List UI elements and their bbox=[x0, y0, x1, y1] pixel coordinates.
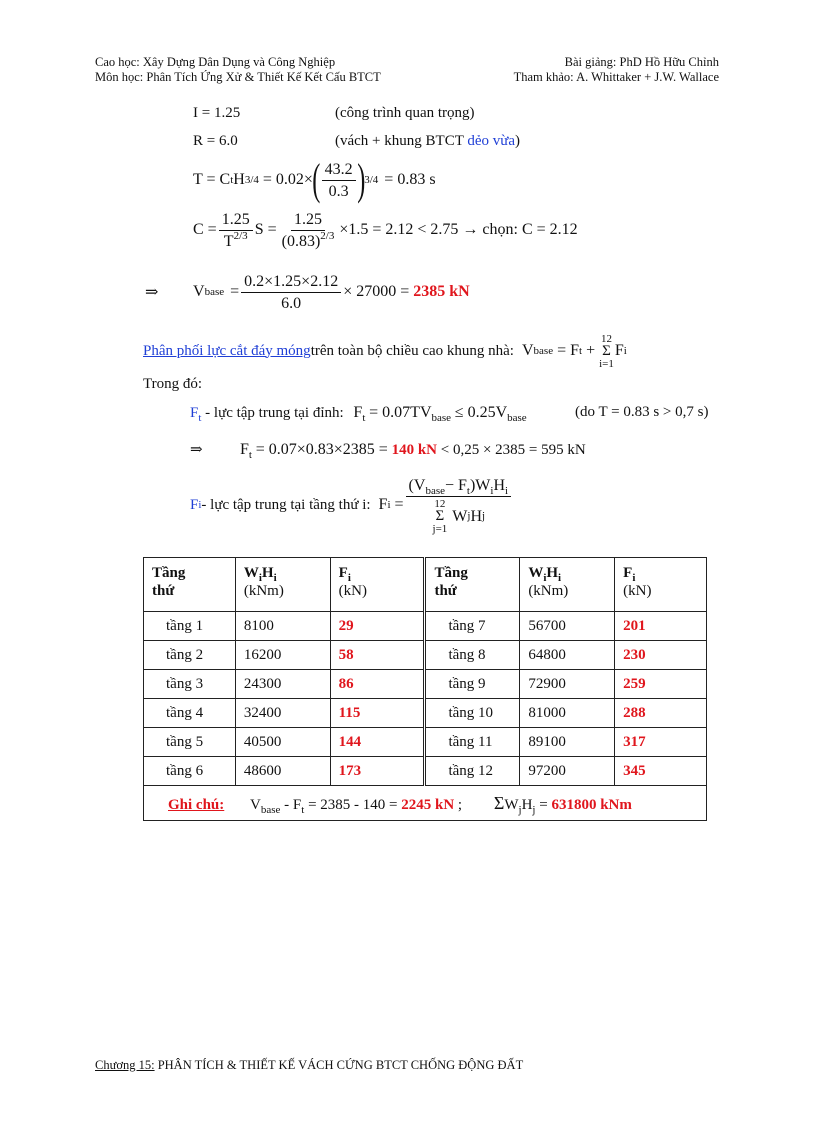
fi-den-W: W bbox=[452, 507, 468, 525]
table-row bbox=[144, 612, 707, 641]
fi-text: - lực tập trung tại tầng thứ i: bbox=[201, 496, 371, 513]
formula-C-den2 bbox=[279, 231, 338, 251]
ft-note: (do T = 0.83 s > 0,7 s) bbox=[575, 404, 709, 420]
distribution-F: F bbox=[614, 342, 624, 359]
header-story2-l1: Tầng bbox=[434, 565, 468, 581]
header-wh2-H: H bbox=[546, 565, 559, 581]
table-note bbox=[144, 786, 707, 821]
param-R-note-blue: dẻo vừa bbox=[467, 133, 516, 149]
header-f2-F: F bbox=[623, 565, 633, 581]
ft-calc-pre: = 0.07×0.83×2385 = bbox=[255, 441, 388, 458]
formula-V-fraction bbox=[241, 272, 341, 313]
formula-T-num: 43.2 bbox=[322, 160, 356, 181]
header-story-2 bbox=[425, 558, 520, 612]
fi-num-open: (V bbox=[408, 476, 426, 494]
formula-T-den: 0.3 bbox=[328, 182, 349, 200]
distribution-plus: + bbox=[586, 342, 596, 359]
trong-do-label: Trong đó: bbox=[143, 376, 203, 392]
header-story-l1: Tầng bbox=[152, 565, 186, 581]
table-row bbox=[144, 699, 707, 728]
distribution-sum-bot: i=1 bbox=[599, 357, 614, 370]
cell-force: 317 bbox=[615, 728, 707, 757]
cell-story: tầng 11 bbox=[425, 728, 520, 757]
formula-C bbox=[193, 207, 578, 253]
formula-C-den1 bbox=[221, 231, 251, 251]
formula-C-den1-T: T bbox=[223, 232, 234, 250]
table-row bbox=[144, 757, 707, 786]
formula-V-num: 0.2×1.25×2.12 bbox=[241, 272, 341, 293]
cell-story: tầng 4 bbox=[144, 699, 236, 728]
implies-arrow-2: ⇒ bbox=[190, 442, 203, 458]
cell-force: 86 bbox=[330, 670, 425, 699]
sigma-symbol-2: Σ bbox=[435, 507, 445, 524]
ft-label: F bbox=[190, 405, 199, 421]
paren-left: ( bbox=[312, 155, 321, 204]
cell-wh: 56700 bbox=[520, 612, 615, 641]
fi-denominator: 12 Σ j=1 W j H j bbox=[432, 497, 486, 535]
note-H: H bbox=[521, 796, 533, 813]
header-left-line2: Môn học: Phân Tích Ứng Xử & Thiết Kế Kết Cấu BTCT bbox=[95, 70, 381, 84]
footer-chapter: Chương 15: bbox=[95, 1058, 155, 1072]
header-wh2-sub2: i bbox=[558, 572, 562, 584]
cell-force: 58 bbox=[330, 641, 425, 670]
formula-T-lhs: T = C bbox=[193, 171, 231, 188]
note-calc: = 2385 - 140 = bbox=[304, 796, 402, 813]
story-force-table bbox=[143, 557, 707, 821]
table-row bbox=[144, 670, 707, 699]
fi-num-H: H bbox=[493, 476, 506, 494]
formula-T-result: = 0.83 s bbox=[384, 171, 436, 188]
table-row bbox=[144, 728, 707, 757]
note-V-sub: base bbox=[260, 803, 281, 816]
fi-den-bot: j=1 bbox=[432, 522, 448, 535]
ft-eq-rest2: ≤ 0.25V bbox=[454, 404, 508, 421]
header-left-line1: Cao học: Xây Dựng Dân Dụng và Công Nghiệp bbox=[95, 55, 336, 69]
fi-den-top: 12 bbox=[434, 497, 446, 510]
cell-story: tầng 6 bbox=[144, 757, 236, 786]
header-f bbox=[330, 558, 425, 612]
fi-num-mid: − F bbox=[444, 476, 467, 494]
header-story2-l2: thứ bbox=[434, 583, 457, 599]
cell-wh: 48600 bbox=[235, 757, 330, 786]
note-eq: = bbox=[535, 796, 552, 813]
header-f2-unit: (kN) bbox=[623, 583, 652, 599]
note-H-sub: j bbox=[532, 803, 536, 816]
param-R-note-post: ) bbox=[515, 133, 521, 149]
formula-V-eq: = bbox=[230, 283, 240, 300]
cell-wh: 97200 bbox=[520, 757, 615, 786]
header-wh-unit: (kNm) bbox=[243, 583, 284, 599]
formula-V-mult: × 27000 = bbox=[343, 283, 410, 300]
fi-label: F bbox=[190, 496, 199, 513]
cell-wh: 72900 bbox=[520, 670, 615, 699]
formula-T-fraction bbox=[322, 160, 356, 201]
cell-story: tầng 8 bbox=[425, 641, 520, 670]
ft-eq-rest1: = 0.07TV bbox=[369, 404, 432, 421]
param-R-note bbox=[335, 133, 520, 150]
cell-story: tầng 5 bbox=[144, 728, 236, 757]
formula-C-den1-exp: 2/3 bbox=[233, 229, 248, 242]
cell-story: tầng 12 bbox=[425, 757, 520, 786]
cell-force: 230 bbox=[615, 641, 707, 670]
ft-calc-sub: t bbox=[248, 449, 252, 461]
table-row bbox=[144, 641, 707, 670]
fi-fraction bbox=[406, 476, 512, 535]
param-I-value: 1.25 bbox=[213, 105, 241, 121]
param-R-note-pre: (vách + khung BTCT bbox=[335, 133, 468, 149]
header-wh2-sub1: i bbox=[543, 572, 547, 584]
fi-num-sub3: i bbox=[490, 484, 494, 497]
ft-calculation bbox=[190, 440, 586, 459]
implies-arrow: ⇒ bbox=[145, 284, 159, 301]
distribution-link[interactable]: Phân phối lực cắt đáy móng bbox=[143, 342, 311, 359]
cell-story: tầng 9 bbox=[425, 670, 520, 699]
note-label: Ghi chú: bbox=[168, 796, 225, 813]
param-R: R = 6.0 bbox=[193, 133, 238, 149]
table-header-row bbox=[144, 558, 707, 612]
fi-eq: = bbox=[394, 496, 404, 513]
ft-eq: F bbox=[353, 404, 363, 421]
header-wh-sub1: i bbox=[258, 572, 262, 584]
formula-V: ⇒ V base = $\frac{0.2\times 1.25\times 2.12}{6.0}$ × 27000 = 2385 kN bbox=[145, 272, 470, 312]
header-wh-2 bbox=[520, 558, 615, 612]
fi-definition: F i - lực tập trung tại tầng thứ i: F i = $(V_{base}- F_t)W_iH_i$ 12 Σ j=1 W j H j bbox=[190, 468, 513, 542]
cell-force: 115 bbox=[330, 699, 425, 728]
table-note-row bbox=[144, 786, 707, 821]
header-wh-H: H bbox=[261, 565, 274, 581]
note-semicolon: ; bbox=[454, 796, 463, 813]
cell-wh: 32400 bbox=[235, 699, 330, 728]
cell-story: tầng 7 bbox=[425, 612, 520, 641]
header-f-sub: i bbox=[347, 572, 351, 584]
cell-force: 173 bbox=[330, 757, 425, 786]
formula-C-num1: 1.25 bbox=[219, 210, 253, 231]
note-result-2: 631800 kNm bbox=[551, 796, 632, 813]
distribution-V: V bbox=[521, 342, 534, 359]
formula-T: T = C t H 3/4 = 0.02× ( $\frac{43.2}{0.3}$ ) 3/4 = 0.83 s bbox=[193, 155, 436, 204]
header-f-F: F bbox=[338, 565, 348, 581]
note-V: V bbox=[250, 796, 261, 813]
note-result-1: 2245 kN bbox=[401, 796, 455, 813]
formula-V-lhs: V bbox=[193, 283, 205, 300]
header-wh2-W: W bbox=[528, 565, 544, 581]
header-right-line1: Bài giảng: PhD Hồ Hữu Chỉnh bbox=[564, 55, 719, 69]
formula-C-frac1 bbox=[219, 210, 253, 251]
header-wh-sub2: i bbox=[273, 572, 277, 584]
ft-eq-sub3: base bbox=[507, 412, 527, 424]
note-mid: - F bbox=[280, 796, 302, 813]
formula-V-den: 6.0 bbox=[281, 294, 302, 312]
header-f2-sub: i bbox=[632, 572, 636, 584]
formula-T-eq2: = 0.02× bbox=[262, 171, 313, 188]
fi-num-end: )W bbox=[469, 476, 491, 494]
param-I bbox=[193, 105, 240, 122]
ft-calc-red: 140 kN bbox=[391, 442, 437, 458]
note-W: W bbox=[504, 796, 519, 813]
header-story-l2: thứ bbox=[152, 583, 175, 599]
cell-wh: 16200 bbox=[235, 641, 330, 670]
formula-V-result: 2385 kN bbox=[413, 283, 470, 300]
cell-wh: 8100 bbox=[235, 612, 330, 641]
fi-den-sum bbox=[433, 498, 448, 535]
formula-C-den2-exp: 2/3 bbox=[320, 229, 335, 242]
formula-C-den2-base: (0.83) bbox=[281, 232, 321, 250]
header-f-unit: (kN) bbox=[338, 583, 367, 599]
formula-C-S: S = bbox=[254, 221, 277, 238]
header-right-line2: Tham khảo: A. Whittaker + J.W. Wallace bbox=[513, 70, 719, 84]
cell-story: tầng 2 bbox=[144, 641, 236, 670]
cell-force: 259 bbox=[615, 670, 707, 699]
footer-title: PHÂN TÍCH & THIẾT KẾ VÁCH CỨNG BTCT CHỐNG ĐỘNG ĐẤT bbox=[154, 1058, 524, 1072]
fi-num-sub4: i bbox=[505, 484, 509, 497]
formula-C-num2: 1.25 bbox=[291, 210, 325, 231]
cell-force: 288 bbox=[615, 699, 707, 728]
header-f-2 bbox=[615, 558, 707, 612]
header-wh-W: W bbox=[243, 565, 259, 581]
distribution-sum-top: 12 bbox=[600, 332, 612, 345]
ft-text: - lực tập trung tại đỉnh: bbox=[201, 405, 344, 421]
note-F-sub: t bbox=[301, 803, 305, 816]
ft-calc-post: < 0,25 × 2385 = 595 kN bbox=[440, 442, 586, 458]
fi-numerator bbox=[406, 476, 512, 497]
ft-label-sub: t bbox=[198, 412, 202, 424]
ft-definition bbox=[190, 404, 527, 422]
sigma-symbol-3: Σ bbox=[493, 792, 505, 813]
cell-wh: 24300 bbox=[235, 670, 330, 699]
header-wh2-unit: (kNm) bbox=[528, 583, 569, 599]
cell-wh: 89100 bbox=[520, 728, 615, 757]
cell-wh: 64800 bbox=[520, 641, 615, 670]
ft-eq-sub2: base bbox=[431, 412, 452, 424]
formula-C-lhs: C = bbox=[193, 221, 217, 238]
distribution-line: Phân phối lực cắt đáy móng trên toàn bộ chiều cao khung nhà: V base = F t + 12 Σ i=1 F i bbox=[143, 332, 627, 370]
paren-right: ) bbox=[356, 155, 365, 204]
distribution-eq: = F bbox=[557, 342, 579, 359]
cell-force: 29 bbox=[330, 612, 425, 641]
ft-eq-sub: t bbox=[362, 412, 366, 424]
distribution-text: trên toàn bộ chiều cao khung nhà: bbox=[310, 342, 514, 359]
cell-force: 201 bbox=[615, 612, 707, 641]
cell-wh: 81000 bbox=[520, 699, 615, 728]
cell-wh: 40500 bbox=[235, 728, 330, 757]
distribution-sum bbox=[599, 333, 614, 370]
note-W-sub: j bbox=[518, 803, 522, 816]
header-wh bbox=[235, 558, 330, 612]
formula-T-H: H bbox=[233, 171, 245, 188]
fi-num-sub2: t bbox=[466, 484, 470, 497]
footer bbox=[95, 1057, 523, 1073]
formula-C-rest: ×1.5 = 2.12 < 2.75 → chọn: C = 2.12 bbox=[339, 221, 578, 238]
cell-story: tầng 3 bbox=[144, 670, 236, 699]
cell-story: tầng 1 bbox=[144, 612, 236, 641]
param-I-eq: I = bbox=[193, 105, 214, 121]
sigma-symbol: Σ bbox=[602, 342, 611, 359]
cell-force: 345 bbox=[615, 757, 707, 786]
fi-F: F bbox=[378, 496, 388, 513]
header-story bbox=[144, 558, 236, 612]
param-I-note: (công trình quan trọng) bbox=[335, 105, 475, 121]
ft-calc-F: F bbox=[240, 441, 249, 458]
formula-C-frac2 bbox=[279, 210, 338, 251]
cell-force: 144 bbox=[330, 728, 425, 757]
fi-num-sub: base bbox=[425, 484, 445, 497]
cell-story: tầng 10 bbox=[425, 699, 520, 728]
fi-den-H: H bbox=[470, 507, 483, 525]
